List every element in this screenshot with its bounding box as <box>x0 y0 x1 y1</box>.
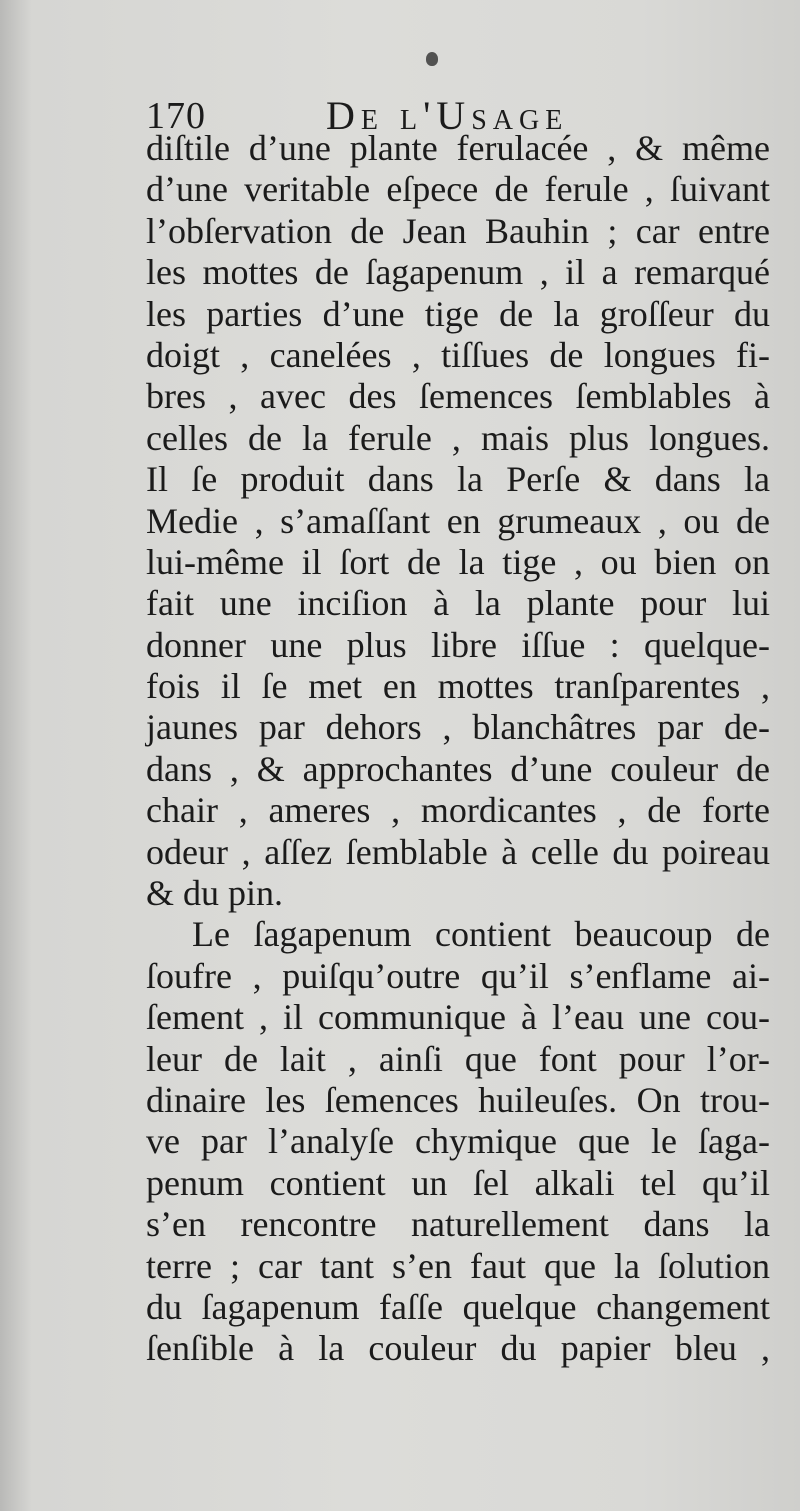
body-text <box>146 128 770 1370</box>
text-line: & du pin. <box>146 873 284 914</box>
page-number: 170 <box>146 95 206 137</box>
text-line: doigt , canelées , tiſſues de longues fi- <box>146 334 770 375</box>
text-line: Medie , s’amaſſant en grumeaux , ou de <box>146 500 770 541</box>
text-line: fait une inciſion à la plante pour lui <box>146 583 770 624</box>
text-line: les parties d’une tige de la groſſeur du <box>146 293 770 334</box>
text-line: d’une veritable eſpece de ferule , ſuivant <box>146 169 770 210</box>
text-line: penum contient un ſel alkali tel qu’il <box>146 1162 770 1203</box>
text-line: lui-même il ſort de la tige , ou bien on <box>146 541 770 582</box>
running-head: De l'Usage <box>326 93 569 138</box>
text-line: ſement , il communique à l’eau une cou- <box>146 997 770 1038</box>
text-line: dans , & approchantes d’une couleur de <box>146 748 770 789</box>
text-line: donner une plus libre iſſue : quelque- <box>146 624 770 665</box>
text-line: les mottes de ſagapenum , il a remarqué <box>146 252 770 293</box>
text-line: ſoufre , puiſqu’outre qu’il s’enflame ai- <box>146 955 770 996</box>
text-line: du ſagapenum faſſe quelque changement <box>146 1286 770 1327</box>
text-line: celles de la ferule , mais plus longues. <box>146 417 770 458</box>
text-line: ſenſible à la couleur du papier bleu , <box>146 1328 770 1369</box>
ink-mark <box>426 52 438 66</box>
text-line: chair , ameres , mordicantes , de forte <box>146 790 770 831</box>
text-line: jaunes par dehors , blanchâtres par de- <box>146 707 770 748</box>
text-line: odeur , aſſez ſemblable à celle du poireau <box>146 831 770 872</box>
text-line: fois il ſe met en mottes tranſparentes , <box>146 666 770 707</box>
text-line: ve par l’analyſe chymique que le ſaga- <box>146 1121 770 1162</box>
text-line: terre ; car tant s’en faut que la ſolution <box>146 1245 770 1286</box>
text-line: Le ſagapenum contient beaucoup de <box>192 914 770 955</box>
text-line: bres , avec des ſemences ſemblables à <box>146 376 770 417</box>
text-line: dinaire les ſemences huileuſes. On trou- <box>146 1079 770 1120</box>
text-line: l’obſervation de Jean Bauhin ; car entre <box>146 210 770 251</box>
text-line: s’en rencontre naturellement dans la <box>146 1204 770 1245</box>
text-line: leur de lait , ainſi que font pour l’or- <box>146 1038 770 1079</box>
text-line: diſtile d’une plante ferulacée , & même <box>146 128 770 168</box>
text-line: Il ſe produit dans la Perſe & dans la <box>146 459 770 500</box>
